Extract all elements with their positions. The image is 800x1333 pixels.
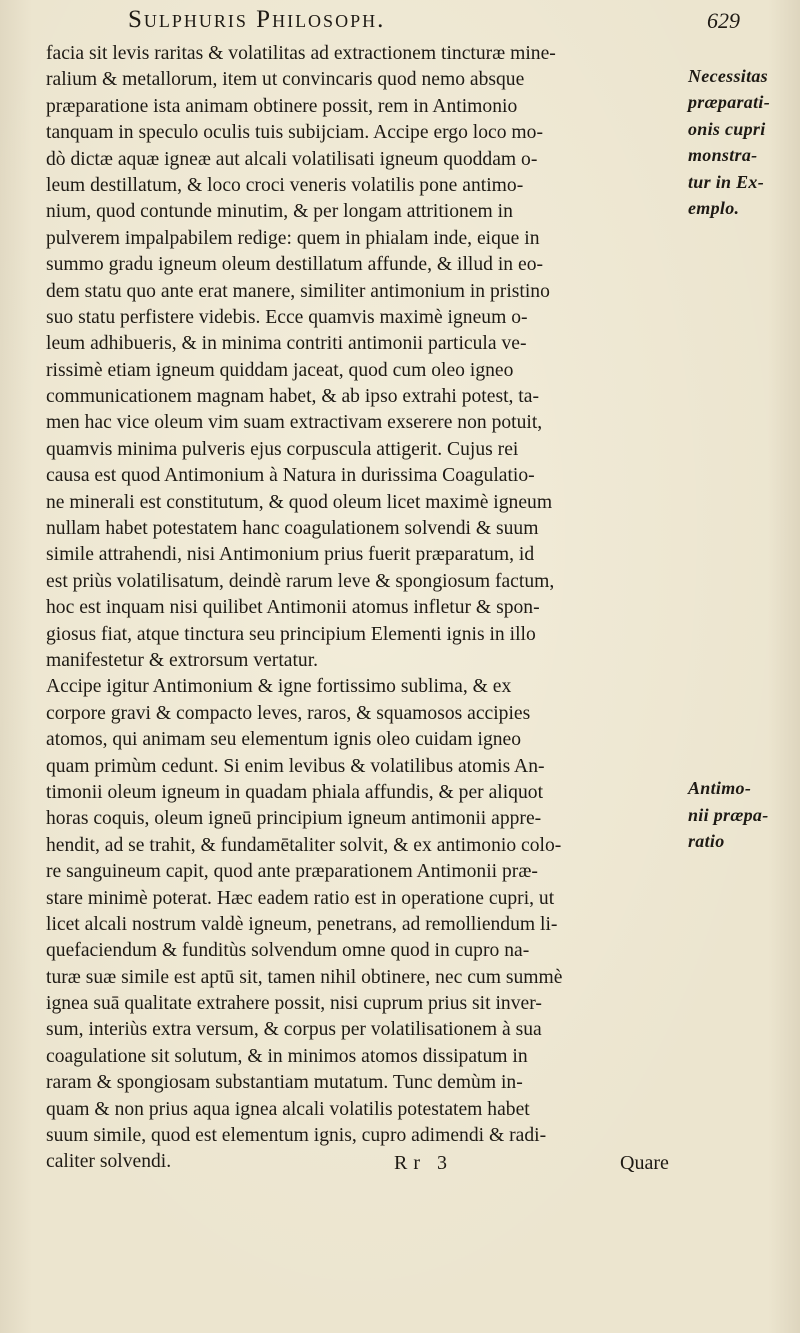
text-line: quam & non prius aqua ignea alcali volatilis potestatem habet: [46, 1098, 530, 1120]
text-line: est priùs volatilisatum, deindè rarum leve & spongiosum factum,: [46, 570, 555, 592]
text-line: leum destillatum, & loco croci veneris volatilis pone antimo-: [46, 174, 524, 196]
running-title: Sulphuris Philosoph.: [128, 6, 386, 33]
text-line: suo statu perfistere videbis. Ecce quamvis maximè igneum o-: [46, 306, 528, 328]
text-line: quamvis minima pulveris ejus corpuscula attigerit. Cujus rei: [46, 438, 519, 460]
text-line: hoc est inquam nisi quilibet Antimonii atomus infletur & spon-: [46, 597, 540, 619]
text-line: giosus fiat, atque tinctura seu principium Elementi ignis in illo: [46, 623, 536, 645]
text-line: coagulatione sit solutum, & in minimos atomos dissipatum in: [46, 1045, 528, 1067]
page-number: 629: [707, 8, 740, 33]
text-line: leum adhibueris, & in minima contriti antimonii particula ve-: [46, 333, 527, 355]
text-line: licet alcali nostrum valdè igneum, penetrans, ad remolliendum li-: [46, 913, 558, 935]
text-line: caliter solvendi.: [46, 1151, 172, 1173]
text-line: facia sit levis raritas & volatilitas ad extractionem tincturæ mine-: [46, 43, 556, 64]
text-line: suum simile, quod est elementum ignis, cupro adimendi & radi-: [46, 1125, 547, 1147]
marginal-notes: [688, 63, 798, 855]
text-line: tanquam in speculo oculis tuis subijciam. Accipe ergo loco mo-: [46, 122, 543, 144]
marginal-line: tur in Ex-: [688, 171, 765, 192]
marginal-line: monstra-: [688, 145, 758, 166]
page-footer: [0, 1152, 800, 1182]
text-line: nium, quod contunde minutim, & per longam attritionem in: [46, 201, 513, 223]
text-line: men hac vice oleum vim suam extractivam exserere non potuit,: [46, 412, 543, 434]
text-line: ralium & metallorum, item ut convincaris quod nemo absque: [46, 69, 525, 91]
text-line: nullam habet potestatem hanc coagulationem solvendi & suum: [46, 518, 539, 540]
text-line: atomos, qui animam seu elementum ignis oleo cuidam igneo: [46, 729, 522, 751]
text-line: quam primùm cedunt. Si enim levibus & volatilibus atomis An-: [46, 755, 545, 777]
marginal-line: emplo.: [688, 197, 740, 218]
text-line: quefaciendum & funditùs solvendum omne quod in cupro na-: [46, 940, 530, 962]
text-line: præparatione ista animam obtinere possit, rem in Antimonio: [46, 95, 518, 117]
text-line: raram & spongiosam substantiam mutatum. Tunc demùm in-: [46, 1072, 523, 1094]
text-line: rissimè etiam igneum quiddam jaceat, quod cum oleo igneo: [46, 359, 514, 381]
text-line: dem statu quo ante erat manere, similiter antimonium in pristino: [46, 280, 550, 302]
text-line: manifestetur & extrorsum vertatur.: [46, 649, 319, 671]
marginal-line: Necessitas: [688, 66, 768, 86]
main-text-block: [46, 41, 682, 1176]
marginal-note-antimonii: [688, 775, 798, 854]
text-line: timonii oleum igneum in quadam phiala affundis, & per aliquot: [46, 781, 544, 803]
running-head: [0, 6, 800, 38]
text-line: ignea suā qualitate extrahere possit, nisi cuprum prius sit inver-: [46, 993, 542, 1015]
text-line: turæ suæ simile est aptū sit, tamen nihil obtinere, nec cum summè: [46, 966, 563, 988]
text-line: summo gradu igneum oleum destillatum affunde, & illud in eo-: [46, 254, 544, 276]
text-line: re sanguineum capit, quod ante præparationem Antimonii præ-: [46, 861, 538, 883]
marginal-line: nii præpa-: [688, 804, 769, 825]
text-line: sum, interiùs extra versum, & corpus per volatilisationem à sua: [46, 1019, 542, 1041]
text-line: dò dictæ aquæ igneæ aut alcali volatilisati igneum quoddam o-: [46, 148, 538, 170]
text-line: horas coquis, oleum igneū principium igneum antimonii appre-: [46, 808, 542, 830]
marginal-line: præparati-: [688, 92, 771, 113]
text-line: Accipe igitur Antimonium & igne fortissimo sublima, & ex: [46, 676, 512, 698]
text-line: stare minimè poterat. Hæc eadem ratio est in operatione cupri, ut: [46, 887, 555, 909]
marginal-line: Antimo-: [688, 778, 752, 799]
marginal-line: onis cupri: [688, 118, 766, 139]
text-line: communicationem magnam habet, & ab ipso extrahi potest, ta-: [46, 386, 539, 408]
marginal-note-necessitas: [688, 63, 798, 221]
catchword: Quare: [620, 1152, 669, 1174]
marginal-line: ratio: [688, 831, 725, 852]
signature-mark: Rr 3: [394, 1152, 453, 1174]
text-line: corpore gravi & compacto leves, raros, & squamosos accipies: [46, 702, 531, 724]
text-line: causa est quod Antimonium à Natura in durissima Coagulatio-: [46, 465, 535, 487]
text-line: pulverem impalpabilem redige: quem in phialam inde, eique in: [46, 227, 540, 249]
marginal-gap: [688, 221, 798, 775]
text-line: hendit, ad se trahit, & fundamētaliter solvit, & ex antimonio colo-: [46, 834, 562, 856]
text-line: simile attrahendi, nisi Antimonium prius fuerit præparatum, id: [46, 544, 535, 566]
text-line: ne minerali est constitutum, & quod oleum licet maximè igneum: [46, 491, 553, 513]
